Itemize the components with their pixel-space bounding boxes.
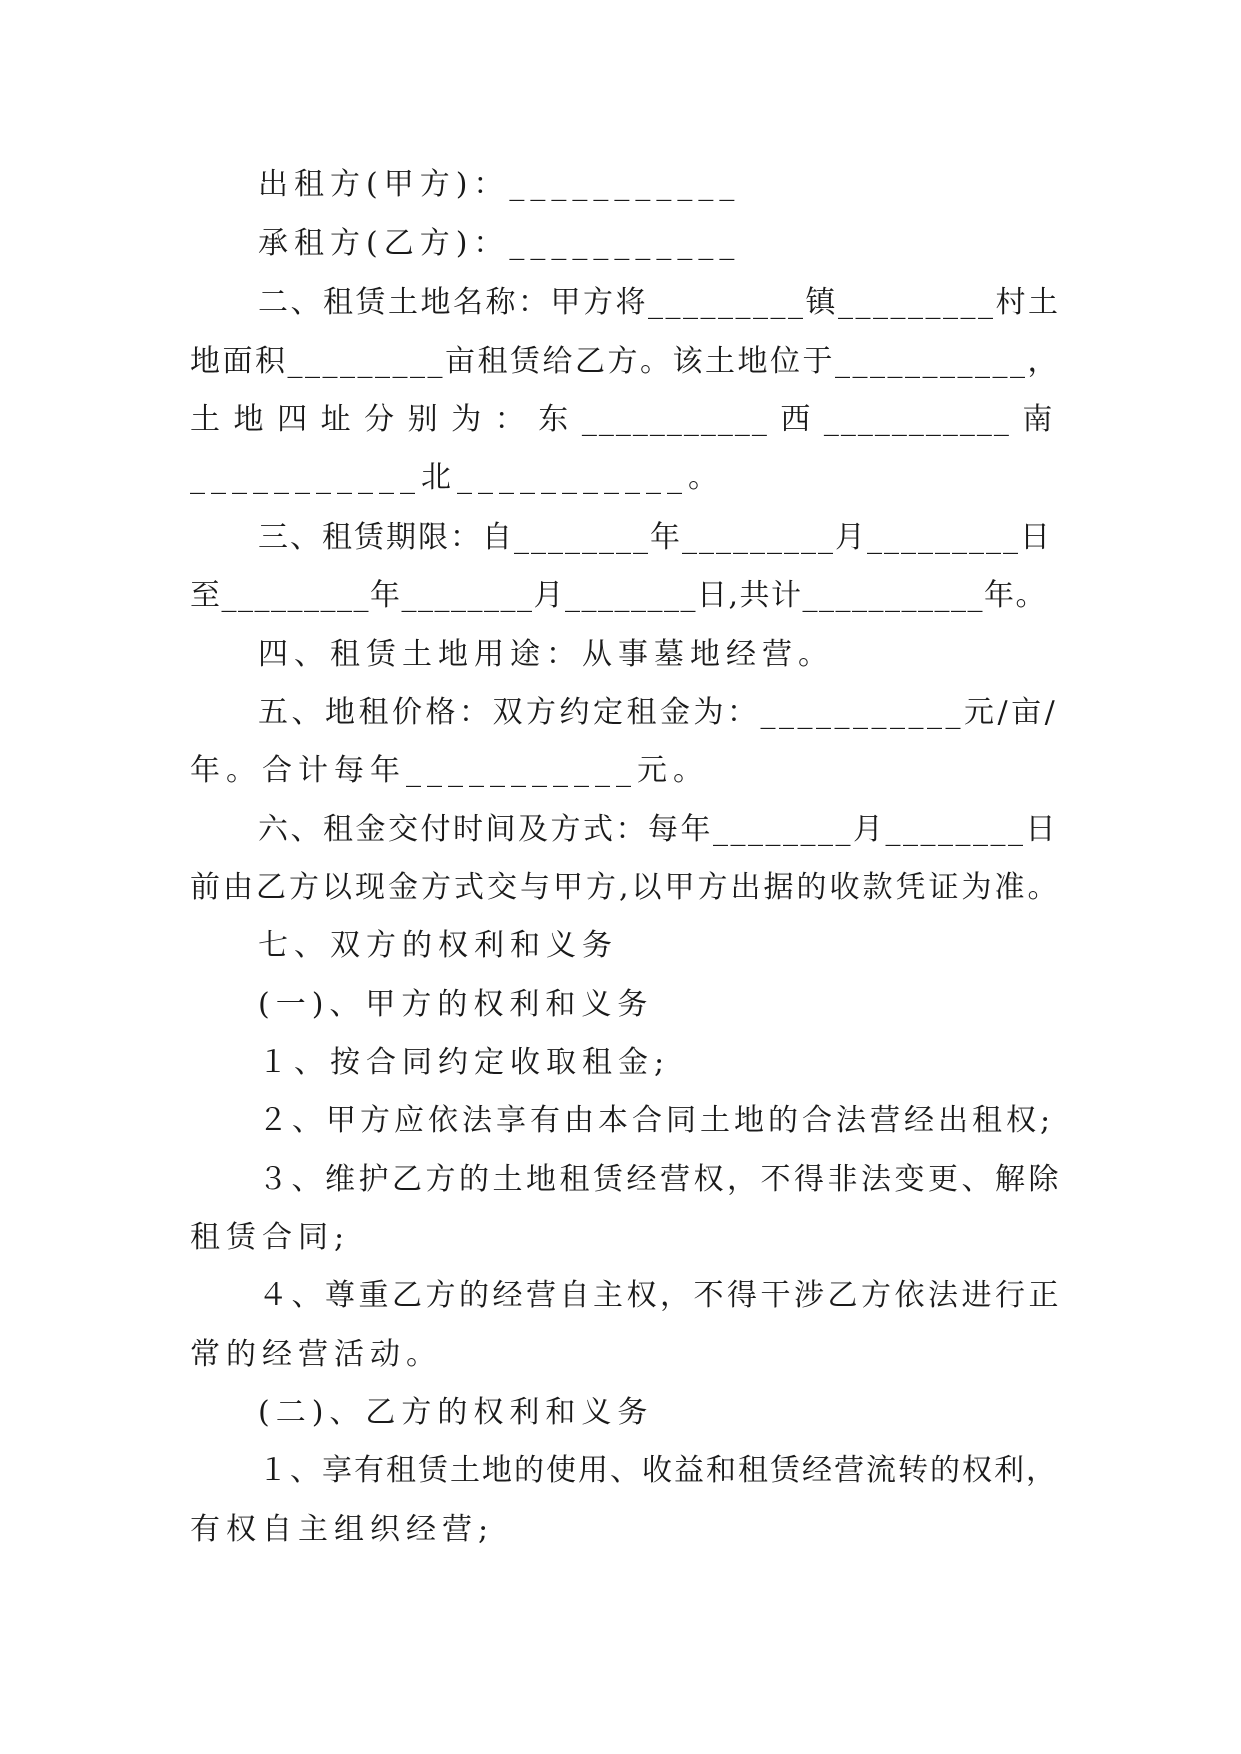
section-2-item-1-line-2: 有权自主组织经营; (190, 1512, 495, 1547)
clause-6-line-1: 六、租金交付时间及方式：每年________月________日 (258, 812, 1058, 847)
clause-3-line-1: 三、租赁期限：自________年_________月_________日 (258, 520, 1052, 555)
clause-7-heading: 七、双方的权利和义务 (258, 928, 618, 963)
clause-5-line-2: 年。合计每年___________元。 (190, 753, 709, 788)
lessor-line: 出租方(甲方)：___________ (258, 167, 741, 202)
lessee-line: 承租方(乙方)：___________ (258, 226, 741, 261)
section-1-item-2: ２、甲方应依法享有由本合同土地的合法营经出租权; (258, 1103, 1055, 1138)
section-2-heading: (二)、乙方的权利和义务 (258, 1395, 654, 1430)
section-1-item-4-line-1: ４、尊重乙方的经营自主权，不得干涉乙方依法进行正 (258, 1278, 1062, 1313)
clause-2-line-4: ___________北___________。 (190, 460, 724, 495)
section-1-item-1: １、按合同约定收取租金; (258, 1045, 671, 1080)
clause-2-line-3: 土 地 四 址 分 别 为 ： 东 ___________ 西 ___________ 南 (190, 402, 1055, 437)
section-2-item-1-line-1: １、享有租赁土地的使用、收益和租赁经营流转的权利， (258, 1453, 1058, 1488)
clause-6-line-2: 前由乙方以现金方式交与甲方,以甲方出据的收款凭证为准。 (190, 870, 1061, 905)
clause-5-line-1: 五、地租价格：双方约定租金为：___________元/亩/ (258, 695, 1059, 730)
section-1-heading: (一)、甲方的权利和义务 (258, 987, 654, 1022)
clause-4-line: 四、租赁土地用途：从事墓地经营。 (258, 637, 834, 672)
section-1-item-3-line-2: 租赁合同; (190, 1220, 351, 1255)
clause-3-line-2: 至_________年________月________日,共计___________年。 (190, 578, 1048, 613)
section-1-item-4-line-2: 常的经营活动。 (190, 1337, 442, 1372)
section-1-item-3-line-1: ３、维护乙方的土地租赁经营权，不得非法变更、解除 (258, 1162, 1062, 1197)
clause-2-line-1: 二、租赁土地名称：甲方将_________镇_________村土 (258, 285, 1061, 320)
clause-2-line-2: 地面积_________亩租赁给乙方。该土地位于___________， (190, 344, 1060, 379)
